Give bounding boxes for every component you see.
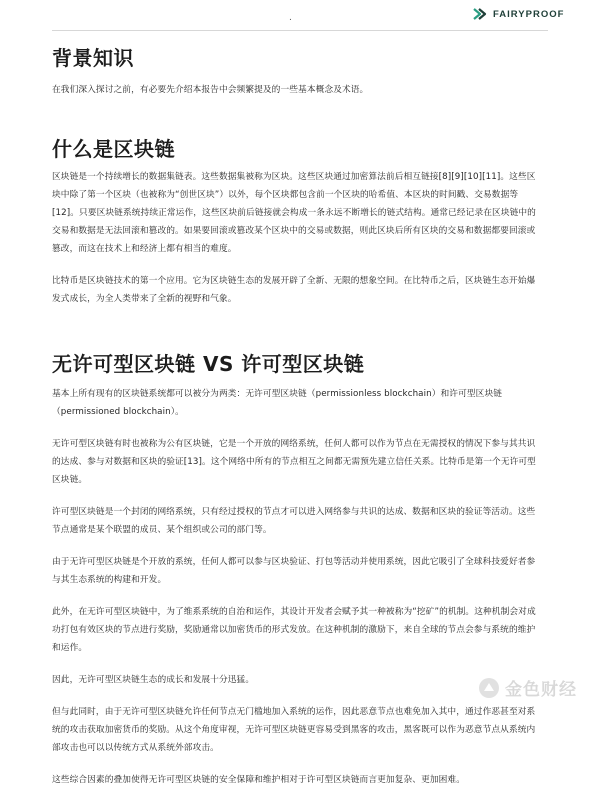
blockchain-paragraph-2: 比特币是区块链技术的第一个应用。它为区块链生态的发展开辟了全新、无限的想象空间。在比特币之后，区块链生态开始爆发式成长，为全人类带来了全新的视野和气象。: [52, 276, 536, 304]
background-title: 背景知识: [52, 46, 134, 70]
background-intro: 在我们深入探讨之前，有必要先介绍本报告中会频繁提及的一些基本概念及术语。: [52, 85, 369, 95]
blockchain-paragraph-1: 区块链是一个持续增长的数据集链表。这些数据集被称为区块。这些区块通过加密算法前后相互链接[8][9][10][11]。这些区块中除了第一个区块（也被称为“创世区块”）以外，每个区块都包含前一个区块的哈希值、本区块的时间戳、交易数据等[12]。只要区块链系统持续正常运作，这些区块前后链接就会构成一条永远不断增长的链式结构。通常已经记录在区块链中的交易和数据是无法回滚和篡改的。如果要回滚或篡改某个区块中的交易或数据，则此区块后所有区块的交易和数据都要回滚或篡改，而这在技术上和经济上都有相当的难度。: [52, 172, 536, 254]
document-body: [52, 40, 538, 789]
vs-paragraph-2: 无许可型区块链有时也被称为公有区块链，它是一个开放的网络系统，任何人都可以作为节点在无需授权的情况下参与其共识的达成、参与对数据和区块的验证[13]。这个网络中所有的节点相互之间都无需预先建立信任关系。比特币是第一个无许可型区块链。: [52, 439, 536, 485]
vs-paragraph-7: 但与此同时，由于无许可型区块链允许任何节点无门槛地加入系统的运作，因此恶意节点也难免加入其中，通过作恶甚至对系统的攻击获取加密货币的奖励。从这个角度审视，无许可型区块链更容易受到黑客的攻击，黑客既可以作为恶意节点从系统内部攻击也可以以传统方式从系统外部攻击。: [52, 707, 536, 753]
vs-title: 无许可型区块链 VS 许可型区块链: [52, 352, 365, 376]
vs-paragraph-5: 此外，在无许可型区块链中，为了维系系统的自治和运作，其设计开发者会赋予其一种被称为“挖矿”的机制。这种机制会对成功打包有效区块的节点进行奖励，奖励通常以加密货币的形式发放。在这种机制的激励下，来自全球的节点会参与系统的维护和运作。: [52, 607, 536, 653]
vs-paragraph-1: 基本上所有现有的区块链系统都可以被分为两类：无许可型区块链（permissionless blockchain）和许可型区块链（permissioned blockchain）。: [52, 389, 503, 417]
blockchain-title: 什么是区块链: [52, 137, 175, 161]
header-dot: .: [289, 13, 292, 23]
vs-paragraph-4: 由于无许可型区块链是个开放的系统，任何人都可以参与区块验证、打包等活动并使用系统，因此它吸引了全球科技爱好者参与其生态系统的构建和开发。: [52, 557, 536, 585]
vs-paragraph-6: 因此，无许可型区块链生态的成长和发展十分迅猛。: [52, 675, 255, 685]
logo-text: FAIRYPROOF: [493, 8, 565, 20]
watermark: [478, 675, 577, 700]
watermark-logo-icon: [478, 677, 500, 699]
watermark-text: 金色财经: [505, 680, 577, 700]
fairyproof-logo-icon: [472, 7, 488, 21]
vs-paragraph-3: 许可型区块链是一个封闭的网络系统，只有经过授权的节点才可以进入网络参与共识的达成、数据和区块的验证等活动。这些节点通常是某个联盟的成员、某个组织或公司的部门等。: [52, 507, 536, 535]
fairyproof-logo: [472, 7, 564, 21]
vs-paragraph-8: 这些综合因素的叠加使得无许可型区块链的安全保障和维护相对于许可型区块链而言更加复杂、更加困难。: [52, 775, 466, 785]
header-divider: [52, 30, 548, 31]
